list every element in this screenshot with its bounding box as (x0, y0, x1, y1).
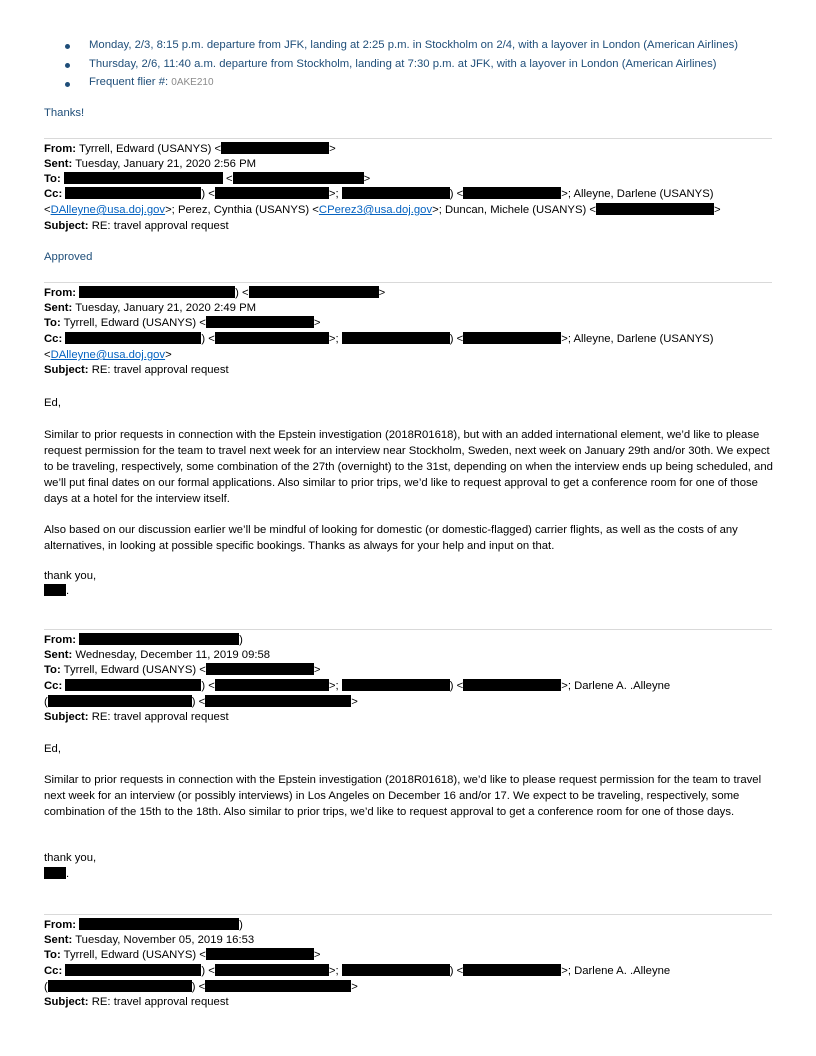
email-link[interactable]: CPerez3@usa.doj.gov (318, 204, 433, 216)
bullet-icon (65, 63, 70, 68)
email-header-from: From: ) (44, 919, 243, 931)
redaction (79, 918, 239, 930)
divider (44, 629, 772, 630)
divider (44, 138, 772, 139)
redaction (44, 867, 66, 879)
redaction (342, 964, 450, 976)
redaction (65, 332, 201, 344)
email-header-sent (44, 648, 270, 664)
email-paragraph: Similar to prior requests in connection with the Epstein investigation (2018R01618), we’d like to please request permission for the team to travel next week for an interview (or possibly interviews) in Los Angeles on December 16 and/or 17. We expect to be traveling, respectively, some combination of the 15th to the 18th. Also similar to prior trips, we’d like to request approval to get a conference room for one of those days. (44, 774, 762, 818)
email-header-sent (44, 157, 256, 173)
redaction (44, 584, 66, 596)
sent-value: Tuesday, January 21, 2020 2:56 PM (75, 158, 257, 170)
label-subject: Subject: (44, 711, 89, 723)
cc-text: < (44, 204, 51, 216)
email-greeting: Ed, (44, 743, 61, 755)
email-header-cc: Cc: ) < >; ) < >; Alleyne, Darlene (USANYS) (44, 188, 714, 200)
label-to: To: (44, 664, 61, 676)
sent-value: Tuesday, January 21, 2020 2:49 PM (75, 302, 257, 314)
label-to: To: (44, 949, 61, 961)
email-header-sent (44, 301, 256, 317)
redaction (215, 187, 329, 199)
frequent-flier-number: 0AKE210 (171, 77, 214, 88)
email-body: Approved (44, 251, 93, 263)
redaction (463, 187, 561, 199)
itinerary-item: Thursday, 2/6, 11:40 a.m. departure from Stockholm, landing at 7:30 p.m. at JFK, with a layover in London (American Airlines) (89, 58, 717, 70)
label-cc: Cc: (44, 680, 63, 692)
label-from: From: (44, 919, 77, 931)
sent-value: Tuesday, November 05, 2019 16:53 (75, 934, 255, 946)
label-subject: Subject: (44, 220, 89, 232)
redaction (206, 663, 314, 675)
email-link[interactable]: DAlleyne@usa.doj.gov (50, 349, 166, 361)
email-header-from: From: ) < > (44, 287, 386, 299)
redaction (463, 964, 561, 976)
redaction (65, 964, 201, 976)
email-header-cc-cont: ( ) < > (44, 981, 358, 993)
frequent-flier (89, 75, 214, 91)
redaction (463, 679, 561, 691)
email-header-to: To: Tyrrell, Edward (USANYS) < > (44, 664, 321, 676)
sent-value: Wednesday, December 11, 2019 09:58 (75, 649, 271, 661)
email-header-cc-cont: <DAlleyne@usa.doj.gov>; Perez, Cynthia (USANYS) <CPerez3@usa.doj.gov>; Duncan, Michele (USANYS) < > (44, 204, 721, 216)
email-header-cc-cont: <DAlleyne@usa.doj.gov> (44, 349, 172, 361)
redaction (233, 172, 364, 184)
redaction (249, 286, 379, 298)
email-header-cc: Cc: ) < >; ) < >; Darlene A. .Alleyne (44, 965, 671, 977)
label-cc: Cc: (44, 965, 63, 977)
cc-tail: ; Darlene A. .Alleyne (567, 965, 671, 977)
to-value: Tyrrell, Edward (USANYS) < (63, 949, 206, 961)
subject-value: RE: travel approval request (91, 220, 229, 232)
redaction (215, 332, 329, 344)
redaction (215, 679, 329, 691)
redaction (79, 286, 235, 298)
email-header-sent (44, 933, 254, 949)
email-header-cc-cont: ( ) < > (44, 696, 358, 708)
redaction (342, 679, 450, 691)
divider (44, 914, 772, 915)
from-value: Tyrrell, Edward (USANYS) < (78, 143, 222, 155)
redaction (48, 980, 192, 992)
email-link[interactable]: DAlleyne@usa.doj.gov (50, 204, 166, 216)
email-header-to: To: Tyrrell, Edward (USANYS) < > (44, 949, 321, 961)
redaction (596, 203, 714, 215)
bullet-icon (65, 82, 70, 87)
email-header-from: From: ) (44, 634, 243, 646)
label-sent: Sent: (44, 302, 73, 314)
subject-value: RE: travel approval request (91, 364, 229, 376)
redaction (342, 187, 450, 199)
redaction (65, 187, 201, 199)
label-from: From: (44, 287, 77, 299)
redaction (221, 142, 329, 154)
redaction (206, 948, 314, 960)
label-from: From: (44, 634, 77, 646)
cc-tail: ; Darlene A. .Alleyne (567, 680, 671, 692)
frequent-flier-label: Frequent flier #: (89, 76, 169, 88)
redaction (463, 332, 561, 344)
label-cc: Cc: (44, 333, 63, 345)
email-header-to: To: < > (44, 173, 371, 185)
email-paragraph: Similar to prior requests in connection with the Epstein investigation (2018R01618), but with an added international element, we’d like to please request permission for the team to travel next week for an interview near Stockholm, Sweden, next week on January 29th and/or 30th. We expect to be traveling, respectively, some combination of the 27th (overnight) to the 31st, depending on when the interview ends up being scheduled, and we’ll put final dates on our formal applications. Also similar to prior trips, we’d like to request approval to get a conference room for one of those days at a hotel for the interview itself. (44, 429, 773, 505)
redaction (79, 633, 239, 645)
redaction (48, 695, 192, 707)
redaction (65, 679, 201, 691)
redaction (64, 172, 223, 184)
redaction (205, 695, 351, 707)
email-header-cc: Cc: ) < >; ) < >; Alleyne, Darlene (USANYS) (44, 333, 714, 345)
email-header-cc: Cc: ) < >; ) < >; Darlene A. .Alleyne (44, 680, 671, 692)
cc-tail: ; Alleyne, Darlene (USANYS) (567, 333, 714, 345)
divider (44, 282, 772, 283)
label-from: From: (44, 143, 77, 155)
cc-text: >; Duncan, Michele (USANYS) < (432, 204, 596, 216)
to-value: Tyrrell, Edward (USANYS) < (63, 664, 206, 676)
email-header-to: To: Tyrrell, Edward (USANYS) < > (44, 317, 321, 329)
bullet-icon (65, 44, 70, 49)
redaction (205, 980, 351, 992)
email-closing: thank you, (44, 570, 97, 582)
email-paragraph: Also based on our discussion earlier we’ll be mindful of looking for domestic (or domestic-flagged) carrier flights, as well as the costs of any alternatives, in looking at possible specific bookings. Thanks as always for your help and input on that. (44, 524, 738, 552)
redaction (342, 332, 450, 344)
signature: . (44, 867, 69, 883)
label-to: To: (44, 173, 61, 185)
itinerary-item: Monday, 2/3, 8:15 p.m. departure from JFK, landing at 2:25 p.m. in Stockholm on 2/4, with a layover in London (American Airlines) (89, 39, 739, 51)
label-subject: Subject: (44, 996, 89, 1008)
label-sent: Sent: (44, 158, 73, 170)
label-sent: Sent: (44, 649, 73, 661)
label-sent: Sent: (44, 934, 73, 946)
redaction (215, 964, 329, 976)
thanks-text: Thanks! (44, 107, 85, 119)
cc-tail: ; Alleyne, Darlene (USANYS) (567, 188, 714, 200)
email-header-subject (44, 363, 229, 379)
to-value: Tyrrell, Edward (USANYS) < (63, 317, 206, 329)
email-greeting: Ed, (44, 397, 61, 409)
label-subject: Subject: (44, 364, 89, 376)
email-header-subject (44, 995, 229, 1011)
label-cc: Cc: (44, 188, 63, 200)
email-header-subject (44, 710, 229, 726)
cc-text: >; Perez, Cynthia (USANYS) < (165, 204, 319, 216)
signature: . (44, 584, 69, 600)
email-header-subject (44, 219, 229, 235)
subject-value: RE: travel approval request (91, 996, 229, 1008)
email-closing: thank you, (44, 852, 97, 864)
label-to: To: (44, 317, 61, 329)
redaction (206, 316, 314, 328)
email-header-from: From: Tyrrell, Edward (USANYS) < > (44, 143, 336, 155)
subject-value: RE: travel approval request (91, 711, 229, 723)
